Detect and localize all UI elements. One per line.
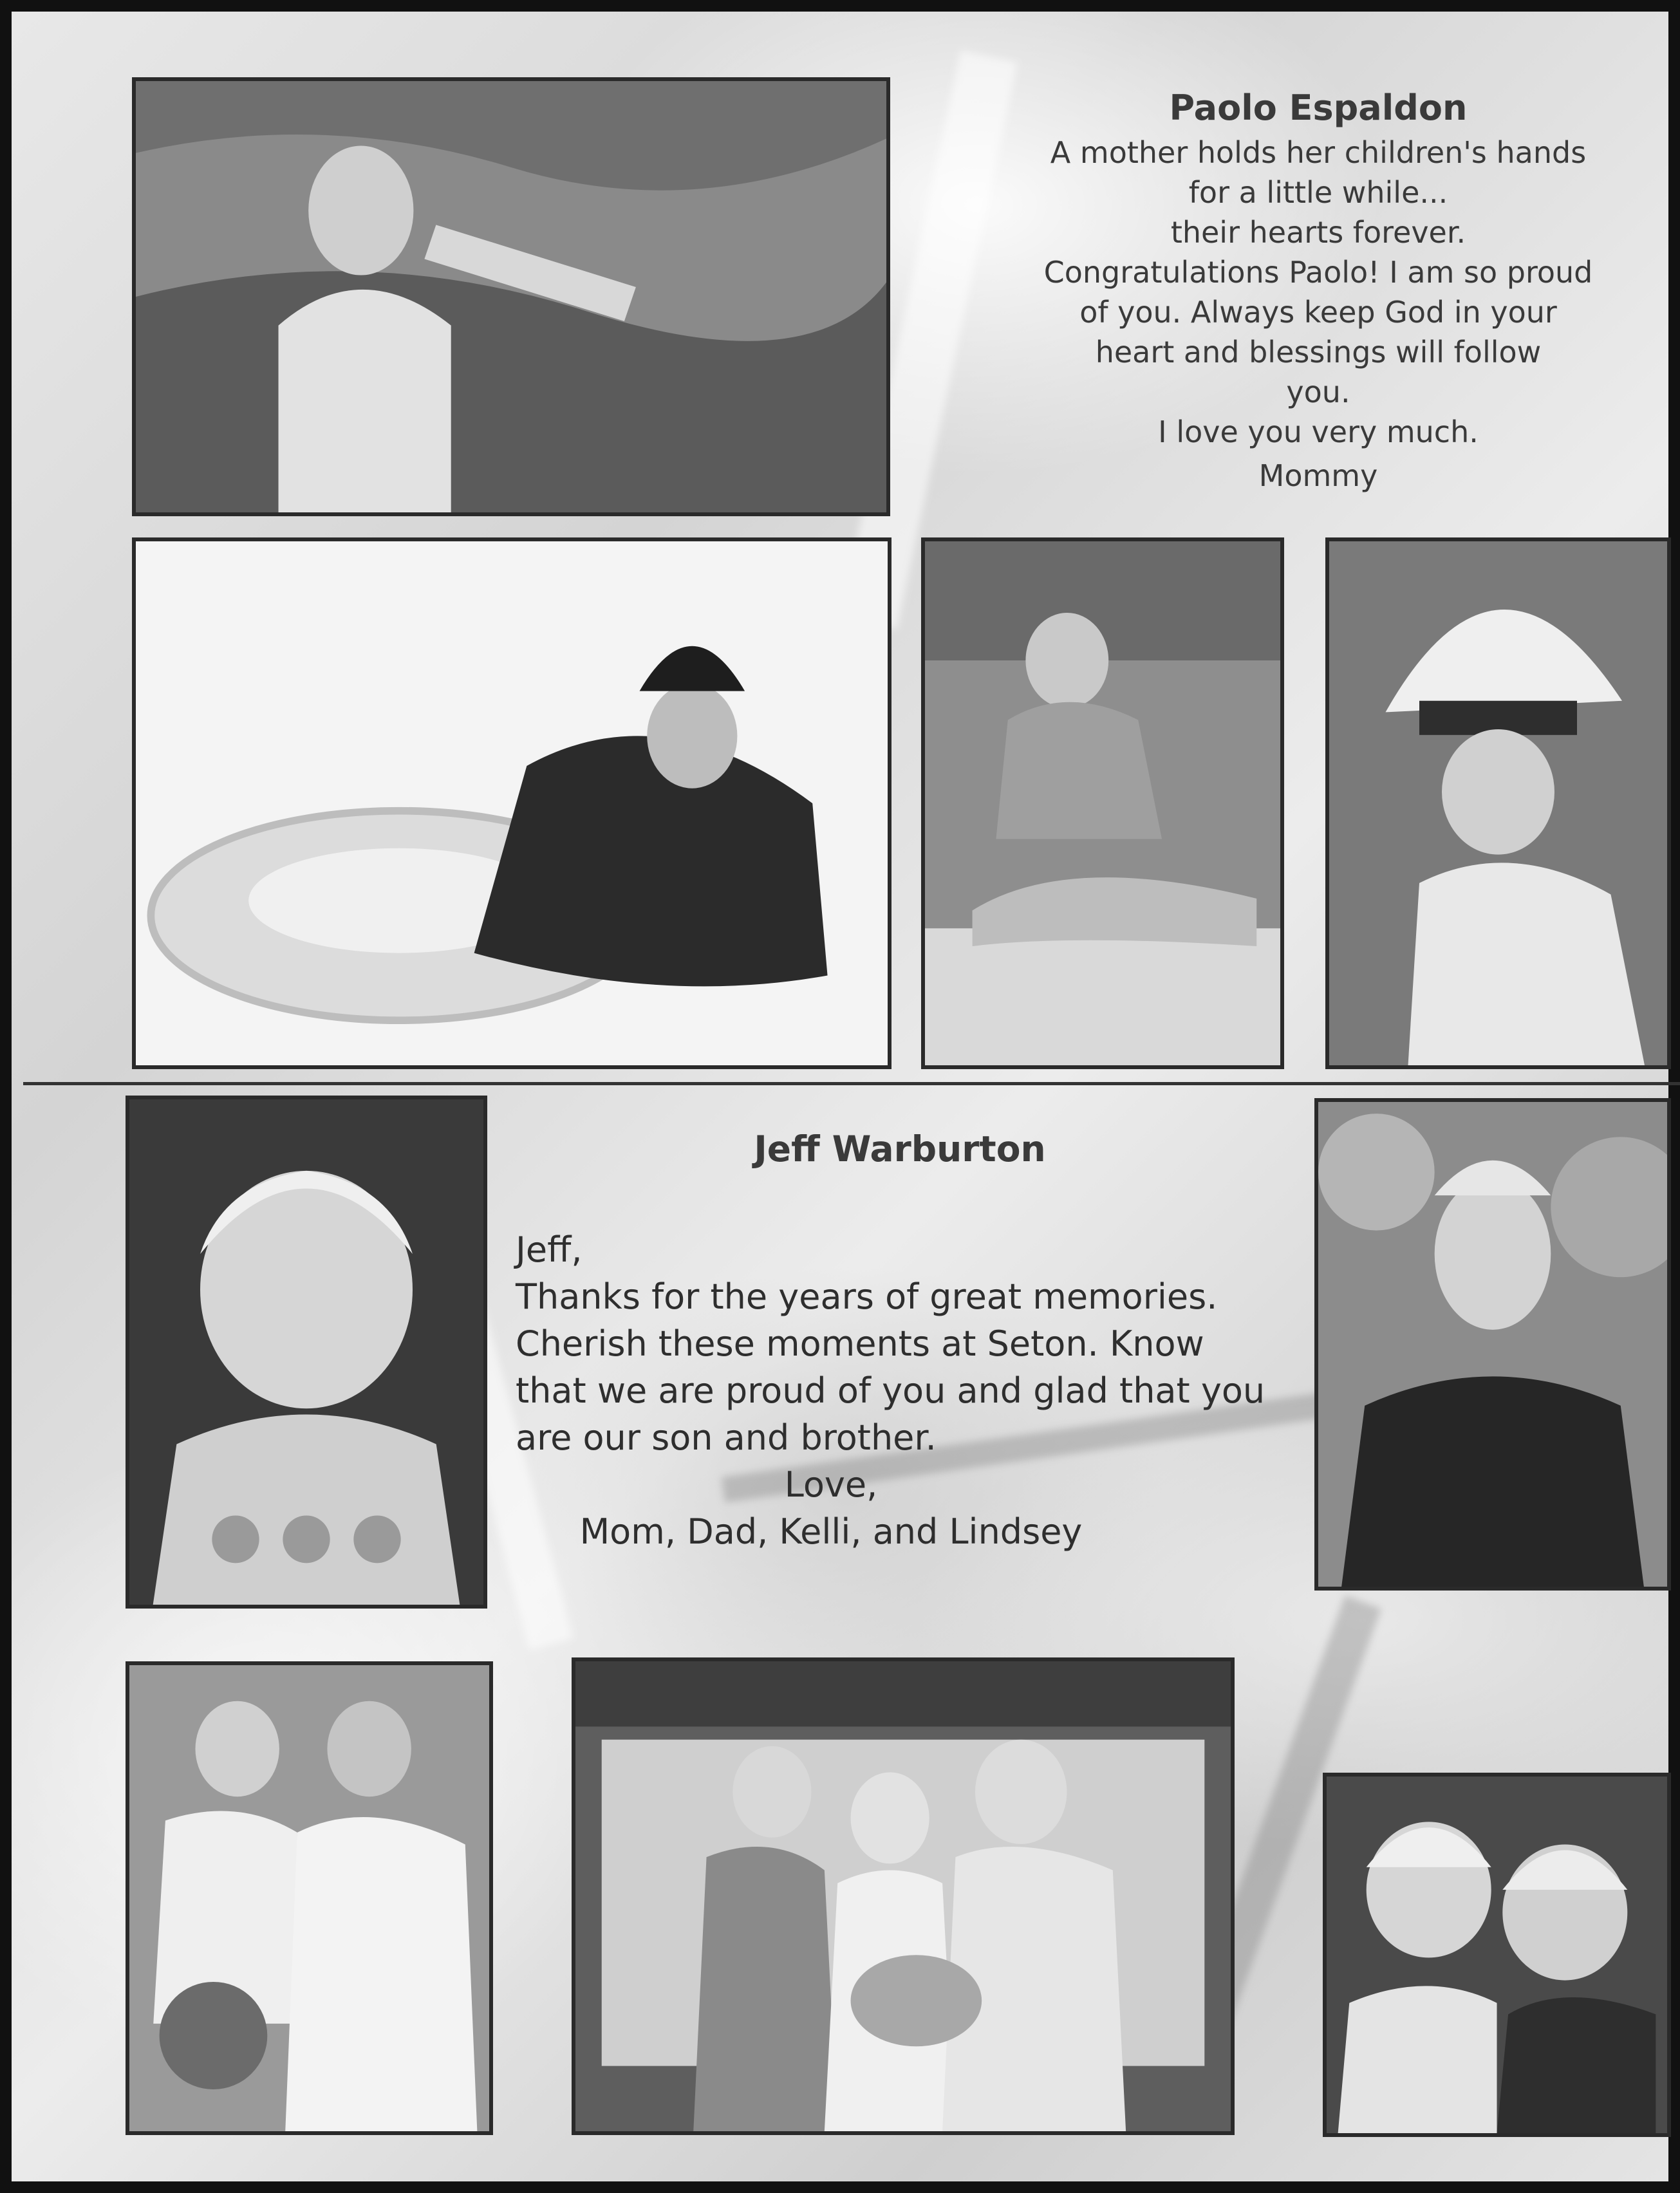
message-line: heart and blessings will follow	[1095, 335, 1542, 369]
paolo-message	[1016, 133, 1621, 496]
message-line: you.	[1286, 375, 1350, 409]
letter-line: are our son and brother.	[516, 1417, 937, 1458]
letter-closing: Love,	[784, 1464, 878, 1505]
message-line: A mother holds her children's hands	[1050, 135, 1587, 170]
photo-paolo-swimming	[132, 77, 890, 516]
photo-paolo-child-sitting	[921, 537, 1284, 1069]
section-divider	[23, 1082, 1680, 1085]
photo-paolo-snow-tube	[132, 537, 891, 1069]
letter-greeting: Jeff,	[516, 1229, 583, 1270]
jeff-name-heading: Jeff Warburton	[754, 1128, 1046, 1170]
letter-line: that we are proud of you and glad that you	[516, 1370, 1265, 1411]
message-signature: Mommy	[1258, 458, 1378, 493]
photo-jeff-toddler	[126, 1096, 487, 1609]
photo-jeff-with-father	[126, 1661, 493, 2135]
photo-jeff-senior-portrait	[1314, 1098, 1671, 1591]
jeff-letter	[516, 1226, 1294, 1555]
letter-signature: Mom, Dad, Kelli, and Lindsey	[579, 1511, 1083, 1552]
message-line: their hearts forever.	[1170, 215, 1466, 250]
letter-line: Thanks for the years of great memories.	[516, 1276, 1218, 1317]
paolo-name-heading: Paolo Espaldon	[1169, 88, 1468, 128]
message-line: for a little while...	[1188, 175, 1448, 210]
photo-paolo-baby-headdress	[1325, 537, 1671, 1069]
letter-line: Cherish these moments at Seton. Know	[516, 1323, 1204, 1364]
photo-jeff-with-sisters	[572, 1657, 1235, 2135]
message-line: Congratulations Paolo! I am so proud	[1043, 255, 1593, 290]
message-line: I love you very much.	[1158, 415, 1479, 449]
photo-jeff-with-sibling	[1323, 1773, 1671, 2137]
message-line: of you. Always keep God in your	[1079, 295, 1557, 330]
